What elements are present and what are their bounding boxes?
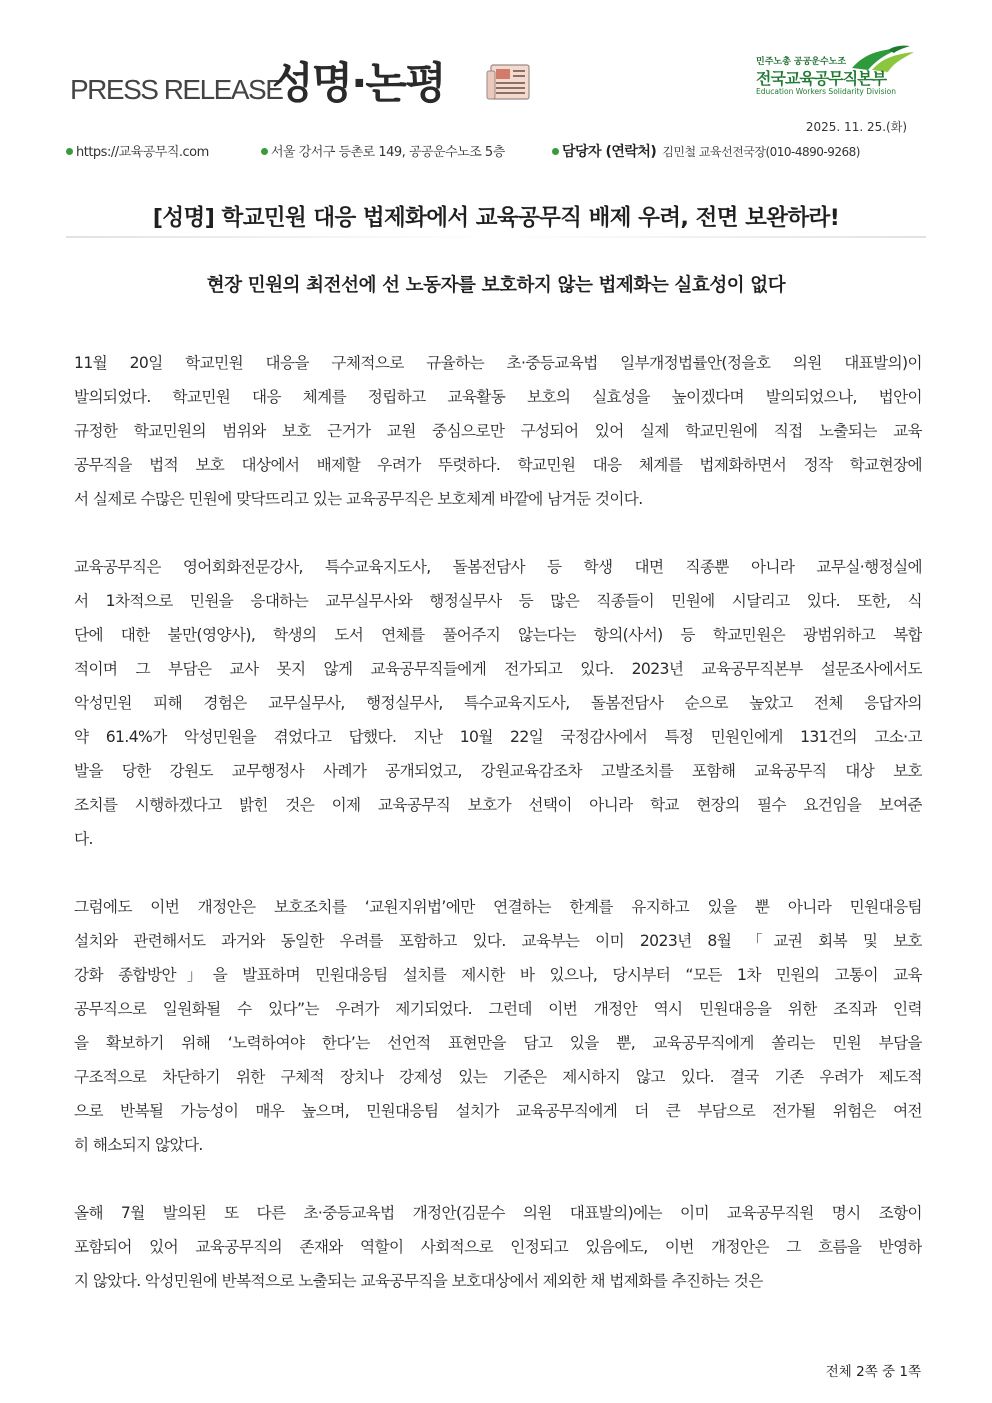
paragraph-line: 11월 20일 학교민원 대응을 구체적으로 규율하는 초·중등교육법 일부개정법률안(정을호 의원 대표발의)이: [74, 354, 922, 372]
address-item: [261, 141, 505, 160]
paragraph-line: 규정한 학교민원의 범위와 보호 근거가 교원 중심으로만 구성되어 있어 실제 학교민원에 직접 노출되는 교육: [74, 422, 922, 440]
contact-item: [552, 141, 860, 161]
paragraph-line: 악성민원 피해 경험은 교무실무사, 행정실무사, 특수교육지도사, 돌봄전담사 순으로 높았고 전체 응답자의: [74, 694, 922, 712]
contact-label: 담당자 (연락처): [562, 144, 657, 160]
paragraph-line: 공무직으로 일원화될 수 있다”는 우려가 제기되었다. 그런데 이번 개정안 역시 민원대응을 위한 조직과 인력: [74, 1000, 922, 1018]
paragraph-line: 지 않았다. 악성민원에 반복적으로 노출되는 교육공무직을 보호대상에서 제외한 채 법제화를 추진하는 것은: [74, 1272, 763, 1290]
statement-title: [성명] 학교민원 대응 법제화에서 교육공무직 배제 우려, 전면 보완하라!: [152, 205, 840, 231]
press-release-label: PRESS RELEASE: [70, 74, 283, 105]
contact-info-row: [66, 141, 926, 161]
paragraph-line: 강화 종합방안」을 발표하며 민원대응팀 설치를 제시한 바 있으나, 당시부터 “모든 1차 민원의 고통이 교육: [74, 966, 922, 984]
page-counter: 전체 2쪽 중 1쪽: [825, 1364, 921, 1380]
org-logo-block: [756, 46, 926, 106]
paragraph-line: 다.: [74, 830, 93, 848]
address-text: 서울 강서구 등촌로 149, 공공운수노조 5층: [271, 145, 505, 160]
paragraph-line: 조치를 시행하겠다고 밝힌 것은 이제 교육공무직 보호가 선택이 아니라 학교 현장의 필수 요건임을 보여준: [74, 796, 922, 814]
bullet-dot-icon: [552, 148, 559, 155]
paragraph-line: 그럼에도 이번 개정안은 보호조치를 ‘교원지위법’에만 연결하는 한계를 유지하고 있을 뿐 아니라 민원대응팀: [74, 898, 922, 916]
newspaper-icon: [486, 62, 532, 102]
paragraph-line: 서 1차적으로 민원을 응대하는 교무실무사와 행정실무사 등 많은 직종들이 민원에 시달리고 있다. 또한, 식: [74, 592, 922, 610]
paragraph-line: 교육공무직은 영어회화전문강사, 특수교육지도사, 돌봄전담사 등 학생 대면 직종뿐 아니라 교무실·행정실에: [74, 558, 922, 576]
bullet-dot-icon: [66, 148, 73, 155]
statement-subtitle: 현장 민원의 최전선에 선 노동자를 보호하지 않는 법제화는 실효성이 없다: [206, 275, 786, 296]
body-paragraph: [74, 890, 922, 1162]
org-name: 전국교육공무직본부: [756, 69, 887, 88]
paragraph-line: 히 해소되지 않았다.: [74, 1136, 203, 1154]
release-date: 2025. 11. 25.(화): [805, 120, 907, 134]
paragraph-line: 발을 당한 강원도 교무행정사 사례가 공개되었고, 강원교육감조차 고발조치를 포함해 교육공무직 대상 보호: [74, 762, 922, 780]
statement-body: [74, 346, 922, 1332]
website-link[interactable]: https://교육공무직.com: [76, 145, 209, 160]
paragraph-line: 단에 대한 불만(영양사), 학생의 도서 연체를 풀어주지 않는다는 항의(사서) 등 학교민원은 광범위하고 복합: [74, 626, 922, 644]
paragraph-line: 을 확보하기 위해 ‘노력하여야 한다’는 선언적 표현만을 담고 있을 뿐, 교육공무직에게 쏠리는 민원 부담을: [74, 1034, 922, 1052]
body-paragraph: [74, 346, 922, 516]
body-paragraph: [74, 1196, 922, 1298]
paragraph-line: 적이며 그 부담은 교사 못지 않게 교육공무직들에게 전가되고 있다. 2023년 교육공무직본부 설문조사에서도: [74, 660, 922, 678]
website-item: [66, 141, 209, 160]
press-header: [0, 0, 992, 170]
contact-value: 김민철 교육선전국장(010-4890-9268): [662, 145, 860, 159]
paragraph-line: 구조적으로 차단하기 위한 구체적 장치나 강제성 있는 기준은 제시하지 않고 있다. 결국 기존 우려가 제도적: [74, 1068, 922, 1086]
paragraph-line: 으로 반복될 가능성이 매우 높으며, 민원대응팀 설치가 교육공무직에게 더 큰 부담으로 전가될 위험은 여전: [74, 1102, 922, 1120]
paragraph-line: 설치와 관련해서도 과거와 동일한 우려를 포함하고 있다. 교육부는 이미 2023년 8월 「교권 회복 및 보호: [74, 932, 922, 950]
org-english-name: Education Workers Solidarity Division: [756, 87, 896, 96]
org-affiliation: 민주노총 공공운수노조: [756, 57, 847, 67]
paragraph-line: 발의되었다. 학교민원 대응 체계를 정립하고 교육활동 보호의 실효성을 높이겠다며 발의되었으나, 법안이: [74, 388, 922, 406]
paragraph-line: 포함되어 있어 교육공무직의 존재와 역할이 사회적으로 인정되고 있음에도, 이번 개정안은 그 흐름을 반영하: [74, 1238, 922, 1256]
body-paragraph: [74, 550, 922, 856]
category-title: 성명·논평: [272, 59, 445, 109]
paragraph-line: 약 61.4%가 악성민원을 겪었다고 답했다. 지난 10월 22일 국정감사에서 특정 민원인에게 131건의 고소·고: [74, 728, 922, 746]
paragraph-line: 올해 7월 발의된 또 다른 초·중등교육법 개정안(김문수 의원 대표발의)에는 이미 교육공무직원 명시 조항이: [74, 1204, 922, 1222]
bullet-dot-icon: [261, 148, 268, 155]
paragraph-line: 서 실제로 수많은 민원에 맞닥뜨리고 있는 교육공무직은 보호체계 바깥에 남겨둔 것이다.: [74, 490, 643, 508]
title-divider: [66, 236, 926, 238]
paragraph-line: 공무직을 법적 보호 대상에서 배제할 우려가 뚜렷하다. 학교민원 대응 체계를 법제화하면서 정작 학교현장에: [74, 456, 922, 474]
